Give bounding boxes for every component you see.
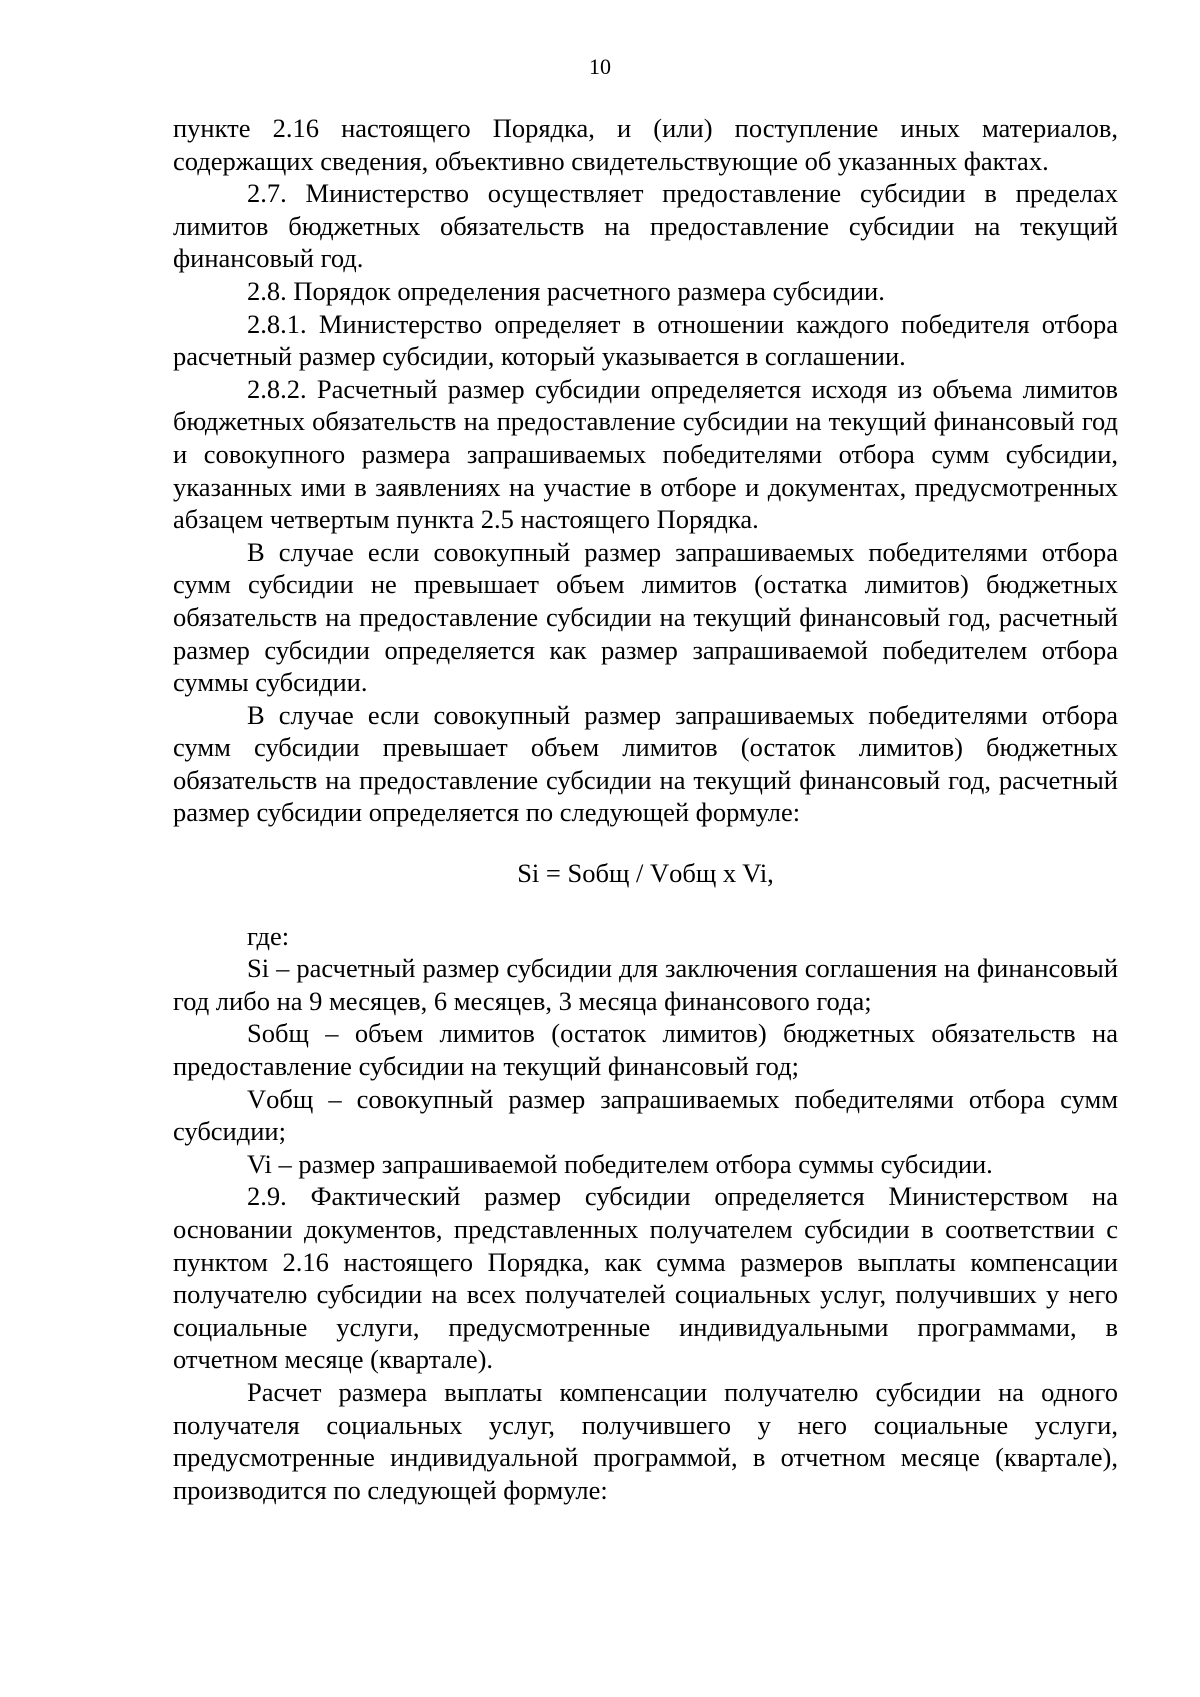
formula-si: Si = Sобщ / Vобщ x Vi, — [517, 858, 774, 889]
paragraph-2-8: 2.8. Порядок определения расчетного размера субсидии. — [247, 275, 885, 306]
paragraph-compensation-calculation: Расчет размера выплаты компенсации получателю субсидии на одного получателя социальных услуг, получившего у него социальные услуги, предусмотренные индивидуальной программой, в отчетном месяце (квартале), производится по следующей формуле: — [173, 1376, 1118, 1505]
definition-s-total: Sобщ – объем лимитов (остаток лимитов) бюджетных обязательств на предоставление субсидии на текущий финансовый год; — [173, 1018, 1118, 1082]
paragraph-case-exceeds: В случае если совокупный размер запрашиваемых победителями отбора сумм субсидии превышает объем лимитов (остаток лимитов) бюджетных обязательств на предоставление субсидии на текущий финансовый год, расчетный размер субсидии определяется по следующей формуле: — [173, 699, 1118, 828]
definition-vi: Vi – размер запрашиваемой победителем отбора суммы субсидии. — [247, 1148, 993, 1179]
paragraph-2-8-1: 2.8.1. Министерство определяет в отношении каждого победителя отбора расчетный размер субсидии, который указывается в соглашении. — [173, 308, 1118, 372]
paragraph-2-8-2: 2.8.2. Расчетный размер субсидии определяется исходя из объема лимитов бюджетных обязательств на предоставление субсидии на текущий финансовый год и совокупного размера запрашиваемых победителями отбора сумм субсидии, указанных ими в заявлениях на участие в отборе и документах, предусмотренных абзацем четвертым пункта 2.5 настоящего Порядка. — [173, 373, 1118, 535]
formula-where-label: где: — [247, 920, 290, 951]
document-body — [173, 112, 1118, 1506]
definition-si: Si – расчетный размер субсидии для заключения соглашения на финансовый год либо на 9 месяцев, 6 месяцев, 3 месяца финансового года; — [173, 953, 1118, 1016]
paragraph-2-9: 2.9. Фактический размер субсидии определяется Министерством на основании документов, представленных получателем субсидии в соответствии с пунктом 2.16 настоящего Порядка, как сумма размеров выплаты компенсации получателю субсидии на всех получателей социальных услуг, получивших у него социальные услуги, предусмотренные индивидуальными программами, в отчетном месяце (квартале). — [173, 1181, 1118, 1375]
definition-v-total: Vобщ – совокупный размер запрашиваемых победителями отбора сумм субсидии; — [173, 1083, 1118, 1147]
paragraph-continuation: пункте 2.16 настоящего Порядка, и (или) поступление иных материалов, содержащих сведения, объективно свидетельствующие об указанных фактах. — [173, 113, 1118, 176]
paragraph-2-7: 2.7. Министерство осуществляет предоставление субсидии в пределах лимитов бюджетных обязательств на предоставление субсидии на текущий финансовый год. — [173, 178, 1118, 274]
paragraph-case-not-exceeds: В случае если совокупный размер запрашиваемых победителями отбора сумм субсидии не превышает объем лимитов (остатка лимитов) бюджетных обязательств на предоставление субсидии на текущий финансовый год, расчетный размер субсидии определяется как размер запрашиваемой победителем отбора суммы субсидии. — [173, 536, 1118, 698]
page-number: 10 — [589, 54, 611, 79]
